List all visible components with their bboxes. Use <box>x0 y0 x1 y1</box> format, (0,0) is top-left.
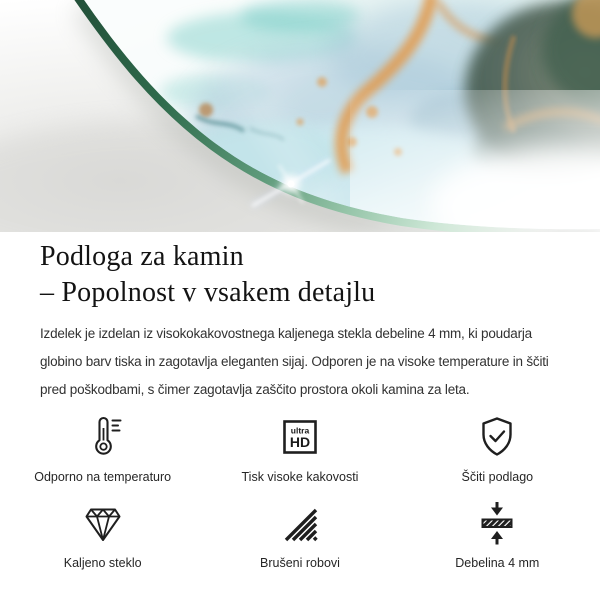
svg-text:ultra: ultra <box>290 425 310 436</box>
feature-label: Ščiti podlago <box>461 470 534 484</box>
glass-panel-image <box>0 0 600 232</box>
thickness-icon <box>473 498 521 548</box>
feature-label: Brušeni robovi <box>260 556 340 570</box>
feature-temperature <box>4 412 201 484</box>
feature-label: Odporno na temperaturo <box>34 470 172 484</box>
feature-beveled-edges <box>201 498 398 570</box>
features-grid <box>4 412 596 570</box>
product-photo[interactable] <box>0 0 600 232</box>
shield-check-icon <box>473 412 521 462</box>
heading-line-1: Podloga za kamin <box>40 241 244 272</box>
beveled-edges-icon <box>276 498 324 548</box>
thermometer-icon <box>79 412 127 462</box>
feature-thickness <box>399 498 596 570</box>
heading-line-2: – Popolnost v vsakem detajlu <box>40 277 376 308</box>
feature-print-quality <box>201 412 398 484</box>
diamond-icon <box>79 498 127 548</box>
product-description: Izdelek je izdelan iz visokokakovostnega kaljenega stekla debeline 4 mm, ki poudarja globino barv tiska in zagotavlja eleganten sijaj. Odporen je na visoke temperature in ščiti pred poškodbami, s čimer zagotavlja zaščito prostora okoli kamina za leta. <box>40 326 549 397</box>
feature-protection <box>399 412 596 484</box>
feature-label: Tisk visoke kakovosti <box>241 470 359 484</box>
svg-text:HD: HD <box>289 434 311 450</box>
feature-label: Debelina 4 mm <box>455 556 540 570</box>
product-info-section <box>0 239 600 570</box>
page-title <box>40 239 560 311</box>
ultra-hd-icon <box>276 412 324 462</box>
feature-label: Kaljeno steklo <box>63 556 142 570</box>
feature-tempered-glass <box>4 498 201 570</box>
